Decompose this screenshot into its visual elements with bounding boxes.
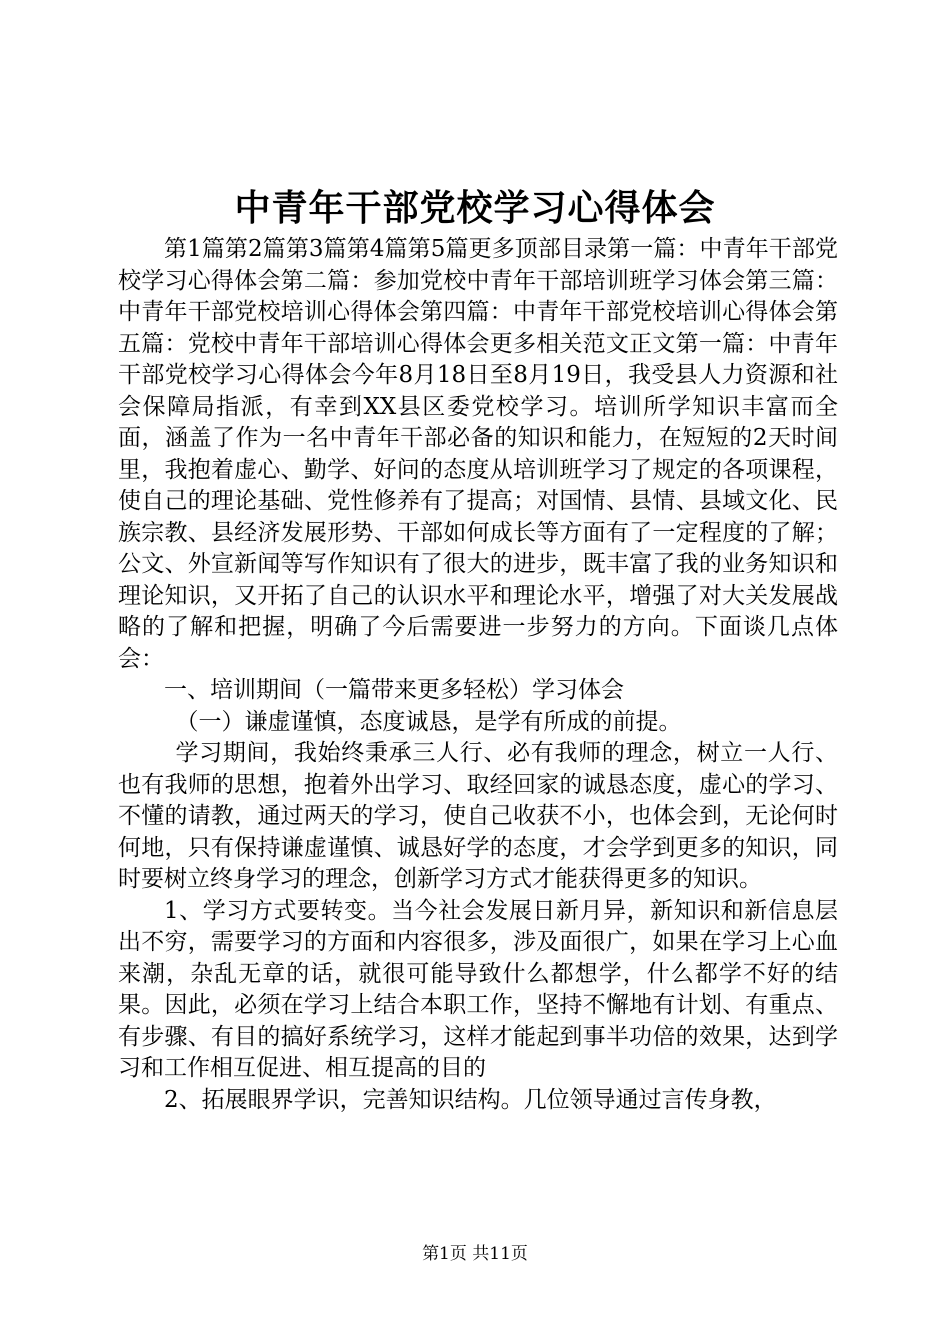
document-title: 中青年干部党校学习心得体会 [234,187,716,229]
section-heading: 一、培训期间（一篇带来更多轻松）学习体会 [164,677,624,703]
page-number: 第1页 [422,1244,467,1264]
paragraph-point-2: 2、拓展眼界学识，完善知识结构。几位领导通过言传身教， [164,1086,777,1113]
subsection-heading: （一）谦虚谨慎，态度诚恳，是学有所成的前提。 [175,708,682,735]
paragraph-intro: 第1篇第2篇第3篇第4篇第5篇更多顶部目录第一篇：中青年干部党校学习心得体会第二篇：参加党校中青年干部培训班学习体会第三篇：中青年干部党校培训心得体会第四篇：中青年干部党校培训心得体会第五篇：党校中青年干部培训心得体会更多相关范文正文第一篇：中青年干部党校学习心得体会今年8月18日至8月19日，我受县人力资源和社会保障局指派，有幸到XX县区委党校学习。培训所学知识丰富而全面，涵盖了作为一名中青年干部必备的知识和能力，在短短的2天时间里，我抱着虚心、勤学、好问的态度从培训班学习了规定的各项课程，使自己的理论基础、党性修养有了提高；对国情、县情、县域文化、民族宗教、县经济发展形势、干部如何成长等方面有了一定程度的了解；公文、外宣新闻等写作知识有了很大的进步，既丰富了我的业务知识和理论知识，又开拓了自己的认识水平和理论水平，增强了对大关发展战略的了解和把握，明确了今后需要进一步努力的方向。下面谈几点体会： [118,236,838,672]
page-footer [0,1243,950,1265]
page-total: 共11页 [472,1244,528,1264]
document-body [118,234,838,1116]
paragraph-point-1: 1、学习方式要转变。当今社会发展日新月异，新知识和新信息层出不穷，需要学习的方面和内容很多，涉及面很广，如果在学习上心血来潮，杂乱无章的话，就很可能导致什么都想学，什么都学不好的结果。因此，必须在学习上结合本职工作，坚持不懈地有计划、有重点、有步骤、有目的搞好系统学习，这样才能起到事半功倍的效果，达到学习和工作相互促进、相互提高的目的 [118,897,838,1081]
paragraph-study: 学习期间，我始终秉承三人行、必有我师的理念，树立一人行、也有我师的思想，抱着外出学习、取经回家的诚恳态度，虚心的学习、不懂的请教，通过两天的学习，使自己收获不小，也体会到，无论何时何地，只有保持谦虚谨慎、诚恳好学的态度，才会学到更多的知识，同时要树立终身学习的理念，创新学习方式才能获得更多的知识。 [118,740,838,892]
